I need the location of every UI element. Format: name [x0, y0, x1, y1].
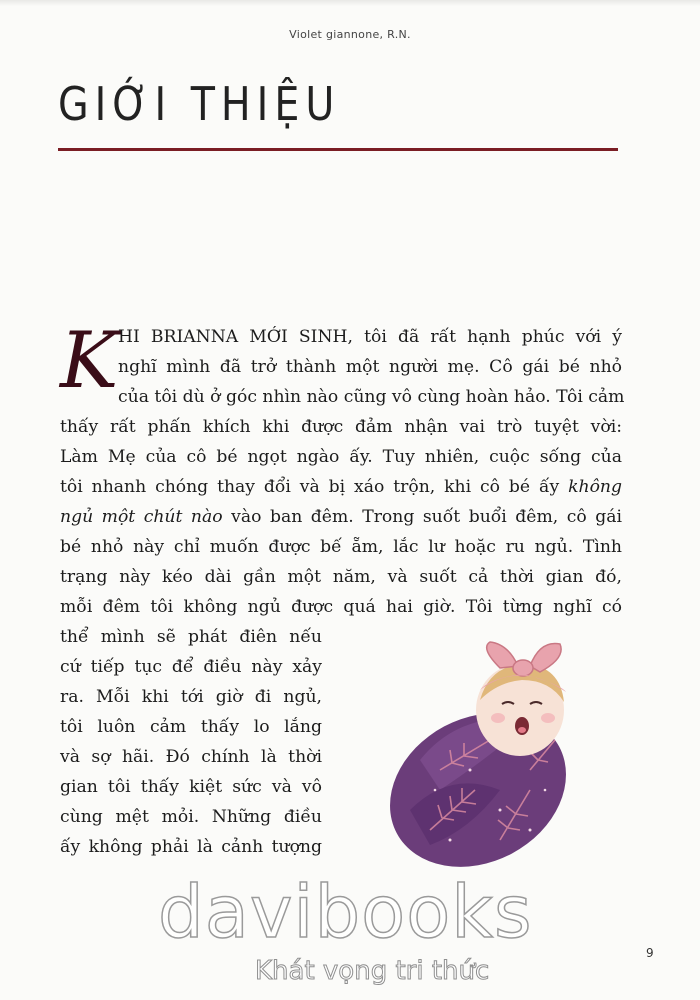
text-line — [60, 472, 622, 502]
baby-head — [476, 664, 564, 756]
watermark-slogan: Khát vọng tri thức — [255, 956, 490, 986]
text-line: cùng mệt mỏi. Những điều — [60, 807, 322, 827]
running-head: Violet giannone, R.N. — [289, 28, 411, 41]
chapter-title: GIỚI THIỆU — [58, 78, 341, 132]
text-line: tôi luôn cảm thấy lo lắng — [60, 717, 322, 737]
text-line: ra. Mỗi khi tới giờ đi ngủ, — [60, 687, 322, 707]
text-line: thấy rất phấn khích khi được đảm nhận vai trò tuyệt vời: — [60, 417, 622, 437]
italic-phrase: không — [568, 477, 622, 497]
text-line: ấy không phải là cảnh tượng — [60, 837, 322, 857]
text-line: và sợ hãi. Đó chính là thời — [60, 747, 322, 767]
text-line: của tôi dù ở góc nhìn nào cũng vô cùng hoàn hảo. Tôi cảm — [118, 387, 625, 407]
text-line: HI BRIANNA MỚI SINH, tôi đã rất hạnh phúc với ý — [118, 327, 622, 347]
watermark-brand: davibooks — [158, 870, 533, 954]
wrapped-text — [60, 622, 322, 862]
text-line: thể mình sẽ phát điên nếu — [60, 627, 322, 647]
text-line — [60, 502, 622, 532]
text-line: trạng này kéo dài gần một năm, và suốt cả thời gian đó, — [60, 567, 622, 587]
text-line: gian tôi thấy kiệt sức và vô — [60, 777, 322, 797]
italic-phrase: ngủ một chút nào — [60, 507, 223, 527]
text-line: bé nhỏ này chỉ muốn được bế ẵm, lắc lư hoặc ru ngủ. Tình — [60, 537, 622, 557]
text-segment: vào ban đêm. Trong suốt buổi đêm, cô gái — [231, 507, 623, 527]
text-line: mỗi đêm tôi không ngủ được quá hai giờ. Tôi từng nghĩ có — [60, 597, 622, 617]
text-line: cứ tiếp tục để điều này xảy — [60, 657, 322, 677]
page-edge — [0, 0, 700, 6]
title-rule — [58, 148, 618, 151]
text-line: Làm Mẹ của cô bé ngọt ngào ấy. Tuy nhiên, cuộc sống của — [60, 447, 622, 467]
text-line: nghĩ mình đã trở thành một người mẹ. Cô gái bé nhỏ — [118, 357, 622, 377]
swaddled-baby-illustration — [380, 640, 600, 880]
page-number: 9 — [646, 946, 654, 960]
drop-cap: K — [60, 316, 119, 406]
text-segment: tôi nhanh chóng thay đổi và bị xáo trộn, khi cô bé ấy — [60, 477, 560, 497]
